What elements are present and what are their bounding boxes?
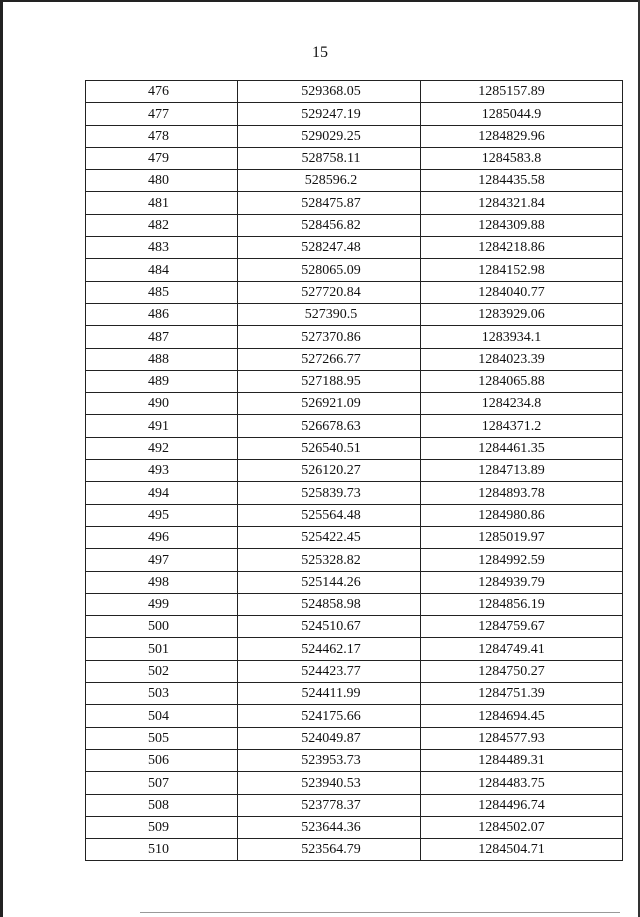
x-coordinate-cell: 529247.19	[238, 103, 421, 125]
x-coordinate-cell: 524411.99	[238, 683, 421, 705]
x-coordinate-cell: 523778.37	[238, 794, 421, 816]
point-number-cell: 501	[86, 638, 238, 660]
point-number-cell: 485	[86, 281, 238, 303]
x-coordinate-cell: 523953.73	[238, 749, 421, 771]
y-coordinate-cell: 1285044.9	[421, 103, 623, 125]
x-coordinate-cell: 523644.36	[238, 816, 421, 838]
y-coordinate-cell: 1284461.35	[421, 437, 623, 459]
x-coordinate-cell: 528247.48	[238, 237, 421, 259]
x-coordinate-cell: 525328.82	[238, 549, 421, 571]
table-row	[86, 81, 623, 103]
x-coordinate-cell: 526540.51	[238, 437, 421, 459]
x-coordinate-cell: 528456.82	[238, 214, 421, 236]
point-number-cell: 483	[86, 237, 238, 259]
x-coordinate-cell: 524175.66	[238, 705, 421, 727]
x-coordinate-cell: 526678.63	[238, 415, 421, 437]
point-number-cell: 497	[86, 549, 238, 571]
table-row	[86, 393, 623, 415]
x-coordinate-cell: 524462.17	[238, 638, 421, 660]
y-coordinate-cell: 1284856.19	[421, 593, 623, 615]
table-row	[86, 816, 623, 838]
point-number-cell: 496	[86, 526, 238, 548]
table-row	[86, 683, 623, 705]
table-row	[86, 482, 623, 504]
x-coordinate-cell: 525144.26	[238, 571, 421, 593]
y-coordinate-cell: 1284992.59	[421, 549, 623, 571]
table-row	[86, 103, 623, 125]
x-coordinate-cell: 523940.53	[238, 772, 421, 794]
x-coordinate-cell: 527720.84	[238, 281, 421, 303]
coordinates-table	[85, 80, 623, 861]
x-coordinate-cell: 527390.5	[238, 303, 421, 325]
y-coordinate-cell: 1284218.86	[421, 237, 623, 259]
point-number-cell: 488	[86, 348, 238, 370]
x-coordinate-cell: 523564.79	[238, 839, 421, 861]
table-row	[86, 192, 623, 214]
coordinates-table-body	[86, 81, 623, 861]
x-coordinate-cell: 525422.45	[238, 526, 421, 548]
y-coordinate-cell: 1284939.79	[421, 571, 623, 593]
x-coordinate-cell: 529368.05	[238, 81, 421, 103]
y-coordinate-cell: 1284309.88	[421, 214, 623, 236]
point-number-cell: 490	[86, 393, 238, 415]
table-row	[86, 593, 623, 615]
table-row	[86, 214, 623, 236]
table-row	[86, 549, 623, 571]
x-coordinate-cell: 529029.25	[238, 125, 421, 147]
point-number-cell: 494	[86, 482, 238, 504]
y-coordinate-cell: 1284751.39	[421, 683, 623, 705]
table-row	[86, 638, 623, 660]
point-number-cell: 507	[86, 772, 238, 794]
y-coordinate-cell: 1283929.06	[421, 303, 623, 325]
x-coordinate-cell: 526120.27	[238, 460, 421, 482]
y-coordinate-cell: 1284152.98	[421, 259, 623, 281]
x-coordinate-cell: 527266.77	[238, 348, 421, 370]
y-coordinate-cell: 1284694.45	[421, 705, 623, 727]
point-number-cell: 504	[86, 705, 238, 727]
table-row	[86, 705, 623, 727]
table-row	[86, 839, 623, 861]
y-coordinate-cell: 1284893.78	[421, 482, 623, 504]
y-coordinate-cell: 1284713.89	[421, 460, 623, 482]
point-number-cell: 478	[86, 125, 238, 147]
table-row	[86, 772, 623, 794]
table-row	[86, 727, 623, 749]
table-row	[86, 794, 623, 816]
y-coordinate-cell: 1284483.75	[421, 772, 623, 794]
point-number-cell: 492	[86, 437, 238, 459]
y-coordinate-cell: 1284980.86	[421, 504, 623, 526]
point-number-cell: 479	[86, 147, 238, 169]
x-coordinate-cell: 528596.2	[238, 170, 421, 192]
x-coordinate-cell: 528065.09	[238, 259, 421, 281]
x-coordinate-cell: 524423.77	[238, 660, 421, 682]
table-row	[86, 348, 623, 370]
table-row	[86, 749, 623, 771]
y-coordinate-cell: 1284502.07	[421, 816, 623, 838]
x-coordinate-cell: 525564.48	[238, 504, 421, 526]
coordinates-table-container	[85, 80, 589, 861]
y-coordinate-cell: 1284435.58	[421, 170, 623, 192]
scan-bottom-edge	[140, 912, 620, 913]
y-coordinate-cell: 1284829.96	[421, 125, 623, 147]
y-coordinate-cell: 1283934.1	[421, 326, 623, 348]
table-row	[86, 660, 623, 682]
point-number-cell: 476	[86, 81, 238, 103]
x-coordinate-cell: 528475.87	[238, 192, 421, 214]
y-coordinate-cell: 1284750.27	[421, 660, 623, 682]
x-coordinate-cell: 527370.86	[238, 326, 421, 348]
y-coordinate-cell: 1284489.31	[421, 749, 623, 771]
point-number-cell: 486	[86, 303, 238, 325]
x-coordinate-cell: 527188.95	[238, 370, 421, 392]
table-row	[86, 437, 623, 459]
point-number-cell: 508	[86, 794, 238, 816]
x-coordinate-cell: 524858.98	[238, 593, 421, 615]
table-row	[86, 326, 623, 348]
table-row	[86, 125, 623, 147]
point-number-cell: 498	[86, 571, 238, 593]
table-row	[86, 616, 623, 638]
y-coordinate-cell: 1284371.2	[421, 415, 623, 437]
scan-border-top	[0, 0, 640, 2]
point-number-cell: 502	[86, 660, 238, 682]
y-coordinate-cell: 1284496.74	[421, 794, 623, 816]
y-coordinate-cell: 1284577.93	[421, 727, 623, 749]
x-coordinate-cell: 528758.11	[238, 147, 421, 169]
y-coordinate-cell: 1284023.39	[421, 348, 623, 370]
scan-border-left	[0, 0, 3, 917]
point-number-cell: 506	[86, 749, 238, 771]
y-coordinate-cell: 1284234.8	[421, 393, 623, 415]
y-coordinate-cell: 1284321.84	[421, 192, 623, 214]
table-row	[86, 303, 623, 325]
x-coordinate-cell: 524510.67	[238, 616, 421, 638]
y-coordinate-cell: 1284759.67	[421, 616, 623, 638]
table-row	[86, 370, 623, 392]
point-number-cell: 503	[86, 683, 238, 705]
y-coordinate-cell: 1284065.88	[421, 370, 623, 392]
table-row	[86, 147, 623, 169]
point-number-cell: 480	[86, 170, 238, 192]
table-row	[86, 415, 623, 437]
table-row	[86, 237, 623, 259]
point-number-cell: 484	[86, 259, 238, 281]
point-number-cell: 489	[86, 370, 238, 392]
point-number-cell: 481	[86, 192, 238, 214]
point-number-cell: 510	[86, 839, 238, 861]
table-row	[86, 170, 623, 192]
y-coordinate-cell: 1285019.97	[421, 526, 623, 548]
point-number-cell: 509	[86, 816, 238, 838]
table-row	[86, 460, 623, 482]
x-coordinate-cell: 525839.73	[238, 482, 421, 504]
y-coordinate-cell: 1284583.8	[421, 147, 623, 169]
x-coordinate-cell: 524049.87	[238, 727, 421, 749]
point-number-cell: 487	[86, 326, 238, 348]
y-coordinate-cell: 1284504.71	[421, 839, 623, 861]
x-coordinate-cell: 526921.09	[238, 393, 421, 415]
point-number-cell: 505	[86, 727, 238, 749]
point-number-cell: 495	[86, 504, 238, 526]
point-number-cell: 500	[86, 616, 238, 638]
point-number-cell: 493	[86, 460, 238, 482]
table-row	[86, 571, 623, 593]
point-number-cell: 491	[86, 415, 238, 437]
table-row	[86, 281, 623, 303]
table-row	[86, 259, 623, 281]
table-row	[86, 504, 623, 526]
point-number-cell: 477	[86, 103, 238, 125]
y-coordinate-cell: 1284040.77	[421, 281, 623, 303]
y-coordinate-cell: 1284749.41	[421, 638, 623, 660]
table-row	[86, 526, 623, 548]
y-coordinate-cell: 1285157.89	[421, 81, 623, 103]
page-number: 15	[312, 44, 328, 61]
point-number-cell: 499	[86, 593, 238, 615]
point-number-cell: 482	[86, 214, 238, 236]
